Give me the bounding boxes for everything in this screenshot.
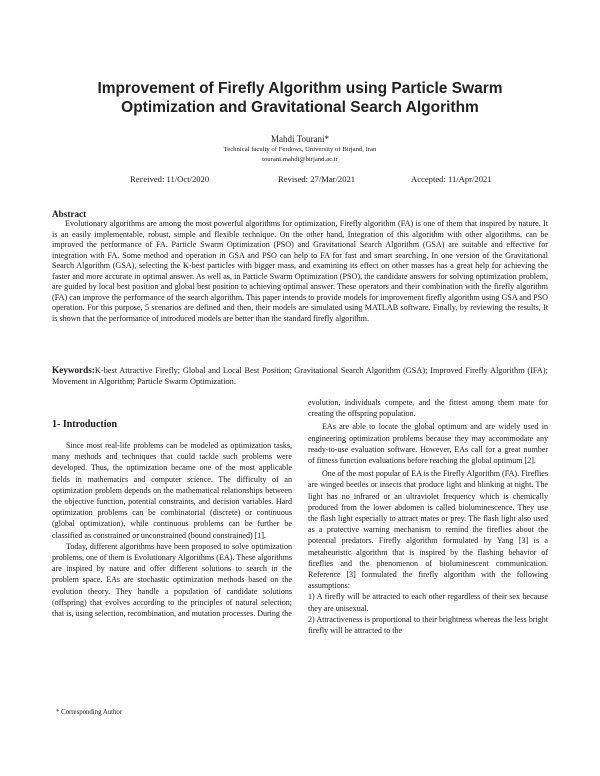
assumption-2: 2) Attractiveness is proportional to their brightness whereas the less bright firefly will be attracted to the: [308, 614, 548, 636]
author-affiliation: Technical faculty of Ferdows, University of Birjand, Iran: [223, 146, 377, 153]
corresponding-author-footnote: * Corresponding Author: [56, 709, 123, 716]
assumption-1: 1) A firefly will be attracted to each other regardless of their sex because they are unisexual.: [308, 592, 548, 613]
intro-paragraph-5: One of the most popular of EA is the Firefly Algorithm (FA). Fireflies are winged beetles or insects that produce light and blinking at night. The light has no infrared or an ultraviolet frequency which is chemically produced from the lower abdomen is called bioluminescence. They use the flash light especially to attract mates or prey. The flash light also used as a protective warning mechanism to remind the fireflies about the potential predators. Firefly algorithm formulated by Yang [3] is a metaheuristic algorithm that is inspired by the flashing behavior of fireflies and the phenomenon of bioluminescent communication. Reference [3] formulated the firefly algorithm with the following assumptions:: [308, 469, 548, 591]
intro-paragraph-2: Today, different algorithms have been proposed to solve optimization problems, one of them is Evolutionary Algorithms (EA). These algorithms are inspired by nature and offer different solutions to search in the problem space. EAs are stochastic optimization methods based on the evolution theory. They handle a population of candidate solutions (offspring) that evolves according to the principles of natural selection; that is, using selection, recombination, and mutation processes. During the: [52, 541, 292, 619]
intro-paragraph-1: Since most real-life problems can be modeled as optimization tasks, many methods and techniques that could tackle such problems were developed. Thus, the optimization became one of the most applicable fields in mathematics and computer science. The difficulty of an optimization problem depends on the mathematical relationships between the objective function, potential constraints, and decision variables. Hard optimization problems can be combinatorial (discrete) or continuous (global optimization), while continuous problems can be further be classified as constrained or unconstrained (bound constrained) [1].: [52, 441, 292, 540]
right-column: [308, 397, 548, 636]
keywords: [52, 365, 548, 387]
title-line-1: Improvement of Firefly Algorithm using Particle Swarm: [97, 80, 503, 97]
left-column: [52, 440, 292, 619]
abstract-body: [52, 219, 548, 324]
keywords-label: Keywords:: [52, 365, 95, 375]
revised-date: Revised: 27/Mar/2021: [278, 174, 356, 184]
section-heading-introduction: 1- Introduction: [52, 419, 118, 430]
intro-paragraph-3: evolution, individuals compete, and the fittest among them mate for creating the offspring population.: [308, 398, 548, 419]
intro-paragraph-4: EAs are able to locate the global optimum and are widely used in engineering optimization problems because they may accommodate any ready-to-use evaluation software. However, EAs call for a great number of fitness function evaluations before reaching the global optimum [2].: [308, 422, 548, 466]
author-email: tourani.mahdi@birjand.ac.ir: [262, 156, 338, 163]
abstract-text: Evolutionary algorithms are among the most powerful algorithms for optimization, Firefly algorithm (FA) is one of them that inspired by nature. It is an easily implementable, robust, simple and flexible technique. On the other hand, Integration of this algorithm with other algorithms, can be improved the performance of FA. Particle Swarm Optimization (PSO) and Gravitational Search Algorithm (GSA) are suitable and effective for integration with FA. Some method and operation in GSA and PSO can help to FA for fast and smart searching. In one version of the Gravitational Search Algorithm (GSA), selecting the K-best particles with bigger mass, and examining its effect on other masses has a great help for achieving the faster and more accurate in optimal answer. As well as, in Particle Swarm Optimization (PSO), the candidate answers for solving optimization problem, are guided by local best position and global best position to achieving optimal answer. These operators and their combination with the firefly algorithm (FA) can improve the performance of the search algorithm. This paper intends to provide models for improvement firefly algorithm using GSA and PSO operation. For this purpose, 5 scenarios are defined and then, their models are simulated using MATLAB software. Finally, by reviewing the results, It is shown that the performance of introduced models are better than the standard firefly algorithm.: [52, 219, 548, 323]
keywords-text: K-best Attractive Firefly; Global and Local Best Position; Gravitational Search Algorithm (GSA); Improved Firefly Algorithm (IFA); Movement in Algorithm; Particle Swarm Optimization.: [52, 366, 548, 386]
abstract-heading: Abstract: [52, 209, 87, 219]
received-date: Received: 11/Oct/2020: [130, 174, 210, 184]
author-name: Mahdi Tourani*: [271, 134, 329, 144]
accepted-date: Accepted: 11/Apr/2021: [411, 174, 492, 184]
title-line-2: Optimization and Gravitational Search Algorithm: [121, 99, 479, 116]
paper-title: [40, 79, 560, 117]
